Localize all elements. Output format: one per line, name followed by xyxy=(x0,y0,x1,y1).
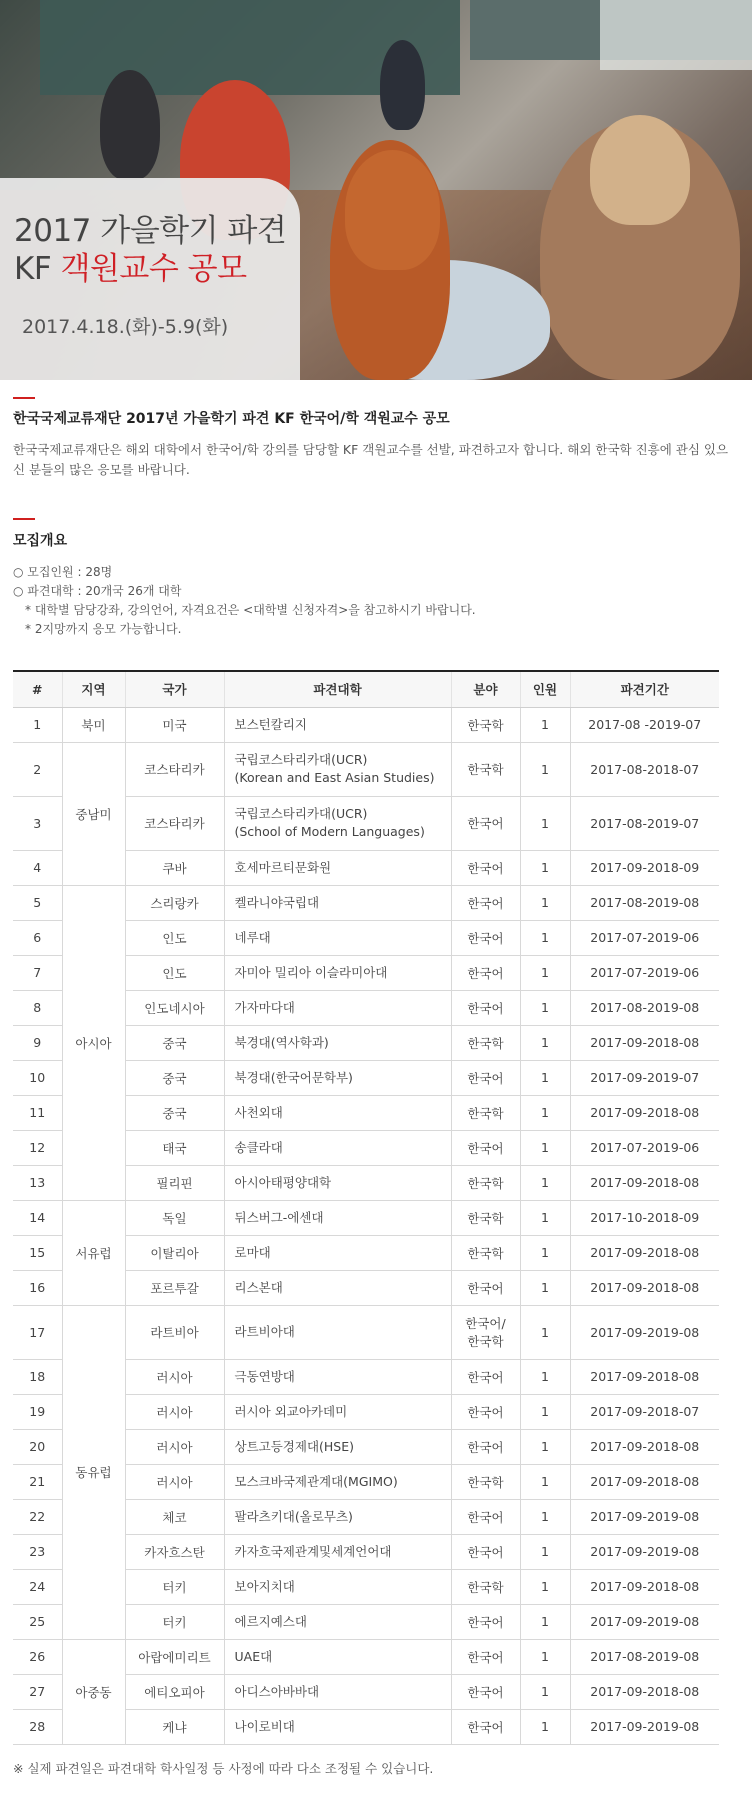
cell-country: 인도 xyxy=(125,920,224,955)
cell-number: 24 xyxy=(13,1569,62,1604)
cell-count: 1 xyxy=(520,742,570,796)
cell-region: 아중동 xyxy=(62,1639,125,1744)
cell-count: 1 xyxy=(520,1674,570,1709)
footnote: ※ 실제 파견일은 파견대학 학사일정 등 사정에 따라 다소 조정될 수 있습니다. xyxy=(13,1761,434,1776)
cell-count: 1 xyxy=(520,1305,570,1359)
cell-period: 2017-09-2019-08 xyxy=(570,1499,719,1534)
cell-field: 한국학 xyxy=(451,1569,520,1604)
cell-university xyxy=(224,796,451,850)
cell-university: 보아지치대 xyxy=(224,1569,451,1604)
header-country: 국가 xyxy=(125,671,224,707)
cell-period: 2017-09-2018-08 xyxy=(570,1674,719,1709)
university-table xyxy=(13,670,719,1745)
intro-body: 한국국제교류재단은 해외 대학에서 한국어/학 강의를 담당할 KF 객원교수를 선발, 파견하고자 합니다. 해외 한국학 진흥에 관심 있으신 분들의 많은 응모를 바랍니다. xyxy=(13,442,729,477)
header-number: # xyxy=(13,671,62,707)
cell-field: 한국학 xyxy=(451,1165,520,1200)
cell-field: 한국학 xyxy=(451,1025,520,1060)
cell-number: 15 xyxy=(13,1235,62,1270)
cell-period: 2017-07-2019-06 xyxy=(570,920,719,955)
hero-banner xyxy=(0,0,752,380)
cell-period: 2017-07-2019-06 xyxy=(570,955,719,990)
cell-university: 팔라츠키대(올로무츠) xyxy=(224,1499,451,1534)
cell-country: 중국 xyxy=(125,1095,224,1130)
cell-count: 1 xyxy=(520,1394,570,1429)
cell-field: 한국어 xyxy=(451,885,520,920)
cell-period: 2017-09-2018-08 xyxy=(570,1569,719,1604)
cell-region: 북미 xyxy=(62,707,125,742)
cell-number: 22 xyxy=(13,1499,62,1534)
hero-title-highlight: 객원교수 공모 xyxy=(60,251,247,287)
cell-university: 로마대 xyxy=(224,1235,451,1270)
cell-period: 2017-09-2019-08 xyxy=(570,1305,719,1359)
university-department: (School of Modern Languages) xyxy=(234,824,425,839)
cell-number: 16 xyxy=(13,1270,62,1305)
cell-period: 2017-09-2018-09 xyxy=(570,850,719,885)
person-graphic xyxy=(590,115,690,225)
cell-university: 러시아 외교아카데미 xyxy=(224,1394,451,1429)
table-row xyxy=(13,1639,719,1674)
cell-count: 1 xyxy=(520,1709,570,1744)
cell-count: 1 xyxy=(520,955,570,990)
university-department: (Korean and East Asian Studies) xyxy=(234,770,435,785)
cell-count: 1 xyxy=(520,920,570,955)
cell-university: 리스본대 xyxy=(224,1270,451,1305)
cell-period: 2017-10-2018-09 xyxy=(570,1200,719,1235)
cell-field: 한국어 xyxy=(451,1674,520,1709)
person-graphic xyxy=(345,150,440,270)
cell-field: 한국학 xyxy=(451,1235,520,1270)
header-field: 분야 xyxy=(451,671,520,707)
intro-title: 한국국제교류재단 2017년 가을학기 파견 KF 한국어/학 객원교수 공모 xyxy=(13,411,450,427)
table-row xyxy=(13,707,719,742)
cell-university: 사천외대 xyxy=(224,1095,451,1130)
cell-field: 한국학 xyxy=(451,1200,520,1235)
cell-number: 3 xyxy=(13,796,62,850)
cell-period: 2017-08 -2019-07 xyxy=(570,707,719,742)
cell-count: 1 xyxy=(520,1429,570,1464)
cell-number: 6 xyxy=(13,920,62,955)
cell-university: 송클라대 xyxy=(224,1130,451,1165)
overview-list xyxy=(13,563,476,639)
cell-number: 7 xyxy=(13,955,62,990)
cell-number: 4 xyxy=(13,850,62,885)
cell-count: 1 xyxy=(520,707,570,742)
table-header-row xyxy=(13,671,719,707)
cell-number: 18 xyxy=(13,1359,62,1394)
cell-university: 카자흐국제관계및세계언어대 xyxy=(224,1534,451,1569)
cell-field: 한국어 xyxy=(451,990,520,1025)
cell-field: 한국어 xyxy=(451,796,520,850)
cell-field: 한국어 xyxy=(451,1429,520,1464)
cell-count: 1 xyxy=(520,1499,570,1534)
cell-count: 1 xyxy=(520,1165,570,1200)
table-row xyxy=(13,885,719,920)
cell-country: 러시아 xyxy=(125,1429,224,1464)
cell-university: 뒤스버그-에센대 xyxy=(224,1200,451,1235)
cell-count: 1 xyxy=(520,1569,570,1604)
cell-count: 1 xyxy=(520,990,570,1025)
cell-field: 한국어 xyxy=(451,1060,520,1095)
cell-country: 아랍에미리트 xyxy=(125,1639,224,1674)
cell-field: 한국어 xyxy=(451,1639,520,1674)
cell-number: 5 xyxy=(13,885,62,920)
cell-field: 한국어 xyxy=(451,1499,520,1534)
university-name: 국립코스타리카대(UCR) xyxy=(234,752,368,767)
cell-country: 태국 xyxy=(125,1130,224,1165)
cell-field: 한국어 xyxy=(451,1130,520,1165)
cell-country: 포르투갈 xyxy=(125,1270,224,1305)
cell-country: 러시아 xyxy=(125,1394,224,1429)
cell-period: 2017-08-2019-08 xyxy=(570,1639,719,1674)
cell-count: 1 xyxy=(520,1639,570,1674)
cell-country: 라트비아 xyxy=(125,1305,224,1359)
cell-university: 켈라니야국립대 xyxy=(224,885,451,920)
cell-university: 라트비아대 xyxy=(224,1305,451,1359)
cell-number: 8 xyxy=(13,990,62,1025)
cell-period: 2017-08-2019-08 xyxy=(570,885,719,920)
cell-count: 1 xyxy=(520,1095,570,1130)
section-accent-bar xyxy=(13,518,35,520)
cell-university: 가자마다대 xyxy=(224,990,451,1025)
header-count: 인원 xyxy=(520,671,570,707)
cell-count: 1 xyxy=(520,1604,570,1639)
cell-country: 인도 xyxy=(125,955,224,990)
cell-field: 한국어 xyxy=(451,850,520,885)
cell-university: 모스크바국제관계대(MGIMO) xyxy=(224,1464,451,1499)
university-name: 국립코스타리카대(UCR) xyxy=(234,806,368,821)
cell-university: 네루대 xyxy=(224,920,451,955)
cell-number: 21 xyxy=(13,1464,62,1499)
cell-field: 한국어 xyxy=(451,1604,520,1639)
cell-field: 한국어 xyxy=(451,955,520,990)
hero-title xyxy=(14,212,286,288)
cell-field: 한국어 xyxy=(451,1534,520,1569)
cell-count: 1 xyxy=(520,1060,570,1095)
cell-country: 필리핀 xyxy=(125,1165,224,1200)
cell-period: 2017-09-2018-08 xyxy=(570,1235,719,1270)
cell-country: 독일 xyxy=(125,1200,224,1235)
cell-count: 1 xyxy=(520,850,570,885)
cell-count: 1 xyxy=(520,1359,570,1394)
overview-item: ○ 모집인원 : 28명 xyxy=(13,565,113,579)
cell-period: 2017-09-2018-08 xyxy=(570,1429,719,1464)
cell-period: 2017-09-2018-08 xyxy=(570,1025,719,1060)
header-university: 파견대학 xyxy=(224,671,451,707)
cell-number: 19 xyxy=(13,1394,62,1429)
cell-country: 케냐 xyxy=(125,1709,224,1744)
cell-count: 1 xyxy=(520,1025,570,1060)
cell-period: 2017-09-2018-08 xyxy=(570,1464,719,1499)
cell-period: 2017-09-2019-08 xyxy=(570,1709,719,1744)
cell-field: 한국학 xyxy=(451,1095,520,1130)
cell-number: 13 xyxy=(13,1165,62,1200)
cell-university xyxy=(224,742,451,796)
cell-university: 상트고등경제대(HSE) xyxy=(224,1429,451,1464)
cell-period: 2017-09-2018-07 xyxy=(570,1394,719,1429)
cell-university: 극동연방대 xyxy=(224,1359,451,1394)
hero-title-line2 xyxy=(14,250,286,288)
field-line: 한국어/ xyxy=(465,1316,506,1331)
header-period: 파견기간 xyxy=(570,671,719,707)
cell-university: 북경대(역사학과) xyxy=(224,1025,451,1060)
cell-count: 1 xyxy=(520,1235,570,1270)
cell-period: 2017-08-2018-07 xyxy=(570,742,719,796)
cell-country: 인도네시아 xyxy=(125,990,224,1025)
cell-country: 쿠바 xyxy=(125,850,224,885)
cell-country: 체코 xyxy=(125,1499,224,1534)
cell-number: 1 xyxy=(13,707,62,742)
field-line: 한국학 xyxy=(467,1334,504,1349)
cell-country: 터키 xyxy=(125,1569,224,1604)
cell-period: 2017-09-2018-08 xyxy=(570,1165,719,1200)
cell-number: 27 xyxy=(13,1674,62,1709)
cell-period: 2017-08-2019-07 xyxy=(570,796,719,850)
table-row xyxy=(13,742,719,796)
hero-date-range: 2017.4.18.(화)-5.9(화) xyxy=(22,316,229,338)
cell-university: 북경대(한국어문학부) xyxy=(224,1060,451,1095)
cell-field: 한국학 xyxy=(451,1464,520,1499)
cell-university: 보스턴칼리지 xyxy=(224,707,451,742)
overview-note: * 대학별 담당강좌, 강의언어, 자격요건은 <대학별 신청자격>을 참고하시기 바랍니다. xyxy=(25,603,476,617)
cell-period: 2017-07-2019-06 xyxy=(570,1130,719,1165)
table-row xyxy=(13,1200,719,1235)
cell-number: 20 xyxy=(13,1429,62,1464)
cell-field: 한국어 xyxy=(451,1394,520,1429)
cell-period: 2017-09-2019-07 xyxy=(570,1060,719,1095)
table-row xyxy=(13,1305,719,1359)
cell-country: 이탈리아 xyxy=(125,1235,224,1270)
cell-country: 카자흐스탄 xyxy=(125,1534,224,1569)
cell-region: 아시아 xyxy=(62,885,125,1200)
cell-number: 17 xyxy=(13,1305,62,1359)
overview-item: ○ 파견대학 : 20개국 26개 대학 xyxy=(13,584,182,598)
cell-field: 한국어 xyxy=(451,1709,520,1744)
cell-country: 코스타리카 xyxy=(125,742,224,796)
cell-field xyxy=(451,1305,520,1359)
person-graphic xyxy=(100,70,160,180)
cell-count: 1 xyxy=(520,796,570,850)
cell-number: 9 xyxy=(13,1025,62,1060)
overview-note: * 2지망까지 응모 가능합니다. xyxy=(25,622,182,636)
section-accent-bar xyxy=(13,397,35,399)
cell-count: 1 xyxy=(520,1270,570,1305)
cell-field: 한국어 xyxy=(451,1359,520,1394)
cell-university: 에르지예스대 xyxy=(224,1604,451,1639)
cell-count: 1 xyxy=(520,1534,570,1569)
cell-count: 1 xyxy=(520,1130,570,1165)
hero-title-prefix: KF xyxy=(14,251,52,287)
cell-country: 스리랑카 xyxy=(125,885,224,920)
cell-number: 12 xyxy=(13,1130,62,1165)
cell-period: 2017-09-2019-08 xyxy=(570,1534,719,1569)
cell-region: 서유럽 xyxy=(62,1200,125,1305)
overview-title: 모집개요 xyxy=(13,533,68,549)
cell-period: 2017-09-2018-08 xyxy=(570,1270,719,1305)
cell-number: 2 xyxy=(13,742,62,796)
cell-period: 2017-09-2018-08 xyxy=(570,1359,719,1394)
cell-country: 터키 xyxy=(125,1604,224,1639)
cell-field: 한국학 xyxy=(451,707,520,742)
cell-period: 2017-08-2019-08 xyxy=(570,990,719,1025)
cell-university: 자미아 밀리아 이슬라미아대 xyxy=(224,955,451,990)
cell-number: 14 xyxy=(13,1200,62,1235)
hero-title-line1: 2017 가을학기 파견 xyxy=(14,213,287,249)
cell-country: 코스타리카 xyxy=(125,796,224,850)
cell-university: 아디스아바바대 xyxy=(224,1674,451,1709)
cell-period: 2017-09-2019-08 xyxy=(570,1604,719,1639)
cell-number: 25 xyxy=(13,1604,62,1639)
window-graphic xyxy=(600,0,752,70)
cell-country: 러시아 xyxy=(125,1359,224,1394)
cell-count: 1 xyxy=(520,1200,570,1235)
cell-university: 호세마르티문화원 xyxy=(224,850,451,885)
cell-number: 23 xyxy=(13,1534,62,1569)
cell-count: 1 xyxy=(520,1464,570,1499)
cell-university: 나이로비대 xyxy=(224,1709,451,1744)
cell-count: 1 xyxy=(520,885,570,920)
cell-university: 아시아태평양대학 xyxy=(224,1165,451,1200)
cell-number: 26 xyxy=(13,1639,62,1674)
cell-region: 동유럽 xyxy=(62,1305,125,1639)
cell-number: 11 xyxy=(13,1095,62,1130)
cell-period: 2017-09-2018-08 xyxy=(570,1095,719,1130)
person-graphic xyxy=(380,40,425,130)
cell-field: 한국어 xyxy=(451,920,520,955)
cell-field: 한국학 xyxy=(451,742,520,796)
cell-field: 한국어 xyxy=(451,1270,520,1305)
cell-number: 28 xyxy=(13,1709,62,1744)
cell-country: 미국 xyxy=(125,707,224,742)
cell-region: 중남미 xyxy=(62,742,125,885)
cell-country: 러시아 xyxy=(125,1464,224,1499)
cell-country: 중국 xyxy=(125,1025,224,1060)
cell-country: 에티오피아 xyxy=(125,1674,224,1709)
cell-country: 중국 xyxy=(125,1060,224,1095)
cell-number: 10 xyxy=(13,1060,62,1095)
cell-university: UAE대 xyxy=(224,1639,451,1674)
header-region: 지역 xyxy=(62,671,125,707)
